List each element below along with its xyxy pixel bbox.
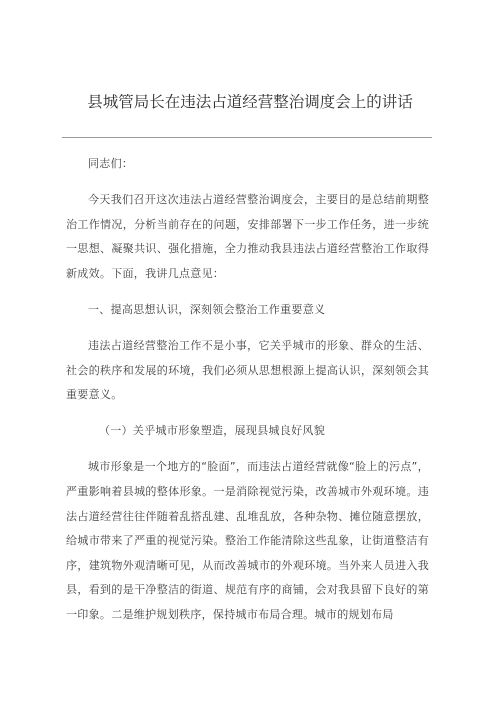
section-heading-1: 一、提高思想认识，深刻领会整治工作重要意义 — [88, 302, 326, 316]
document-body — [66, 152, 429, 639]
intro-paragraph: 今天我们召开这次违法占道经营整治调度会，主要目的是总结前期整治工作情况，分析当前存在的问题，安排部署下一步工作任务，进一步统一思想、凝聚共识、强化措施，全力推动我县违法占道经营整治工作取得新成效。下面，我讲几点意见： — [66, 193, 429, 280]
title-divider — [62, 137, 432, 138]
subsection-1-paragraph: 城市形象是一个地方的“脸面”，而违法占道经营就像“脸上的污点”，严重影响着县城的整体形象。一是消除视觉污染，改善城市外观环境。违法占道经营往往伴随着乱搭乱建、乱堆乱放，各种杂物、摊位随意摆放，给城市带来了严重的视觉污染。整治工作能清除这些乱象，让街道整洁有序，建筑物外观清晰可见，从而改善城市的外观环境。当外来人员进入我县，看到的是干净整洁的街道、规范有序的商铺，会对我县留下良好的第一印象。二是维护规划秩序，保持城市布局合理。城市的规划布局 — [66, 460, 429, 621]
greeting: 同志们： — [88, 157, 134, 170]
section-1-paragraph: 违法占道经营整治工作不是小事，它关乎城市的形象、群众的生活、社会的秩序和发展的环境，我们必须从思想根源上提高认识，深刻领会其重要意义。 — [66, 339, 429, 402]
subsection-heading-1: （一）关乎城市形象塑造，展现县城良好风貌 — [99, 424, 325, 438]
document-title: 县城管局长在违法占道经营整治调度会上的讲话 — [87, 93, 413, 111]
